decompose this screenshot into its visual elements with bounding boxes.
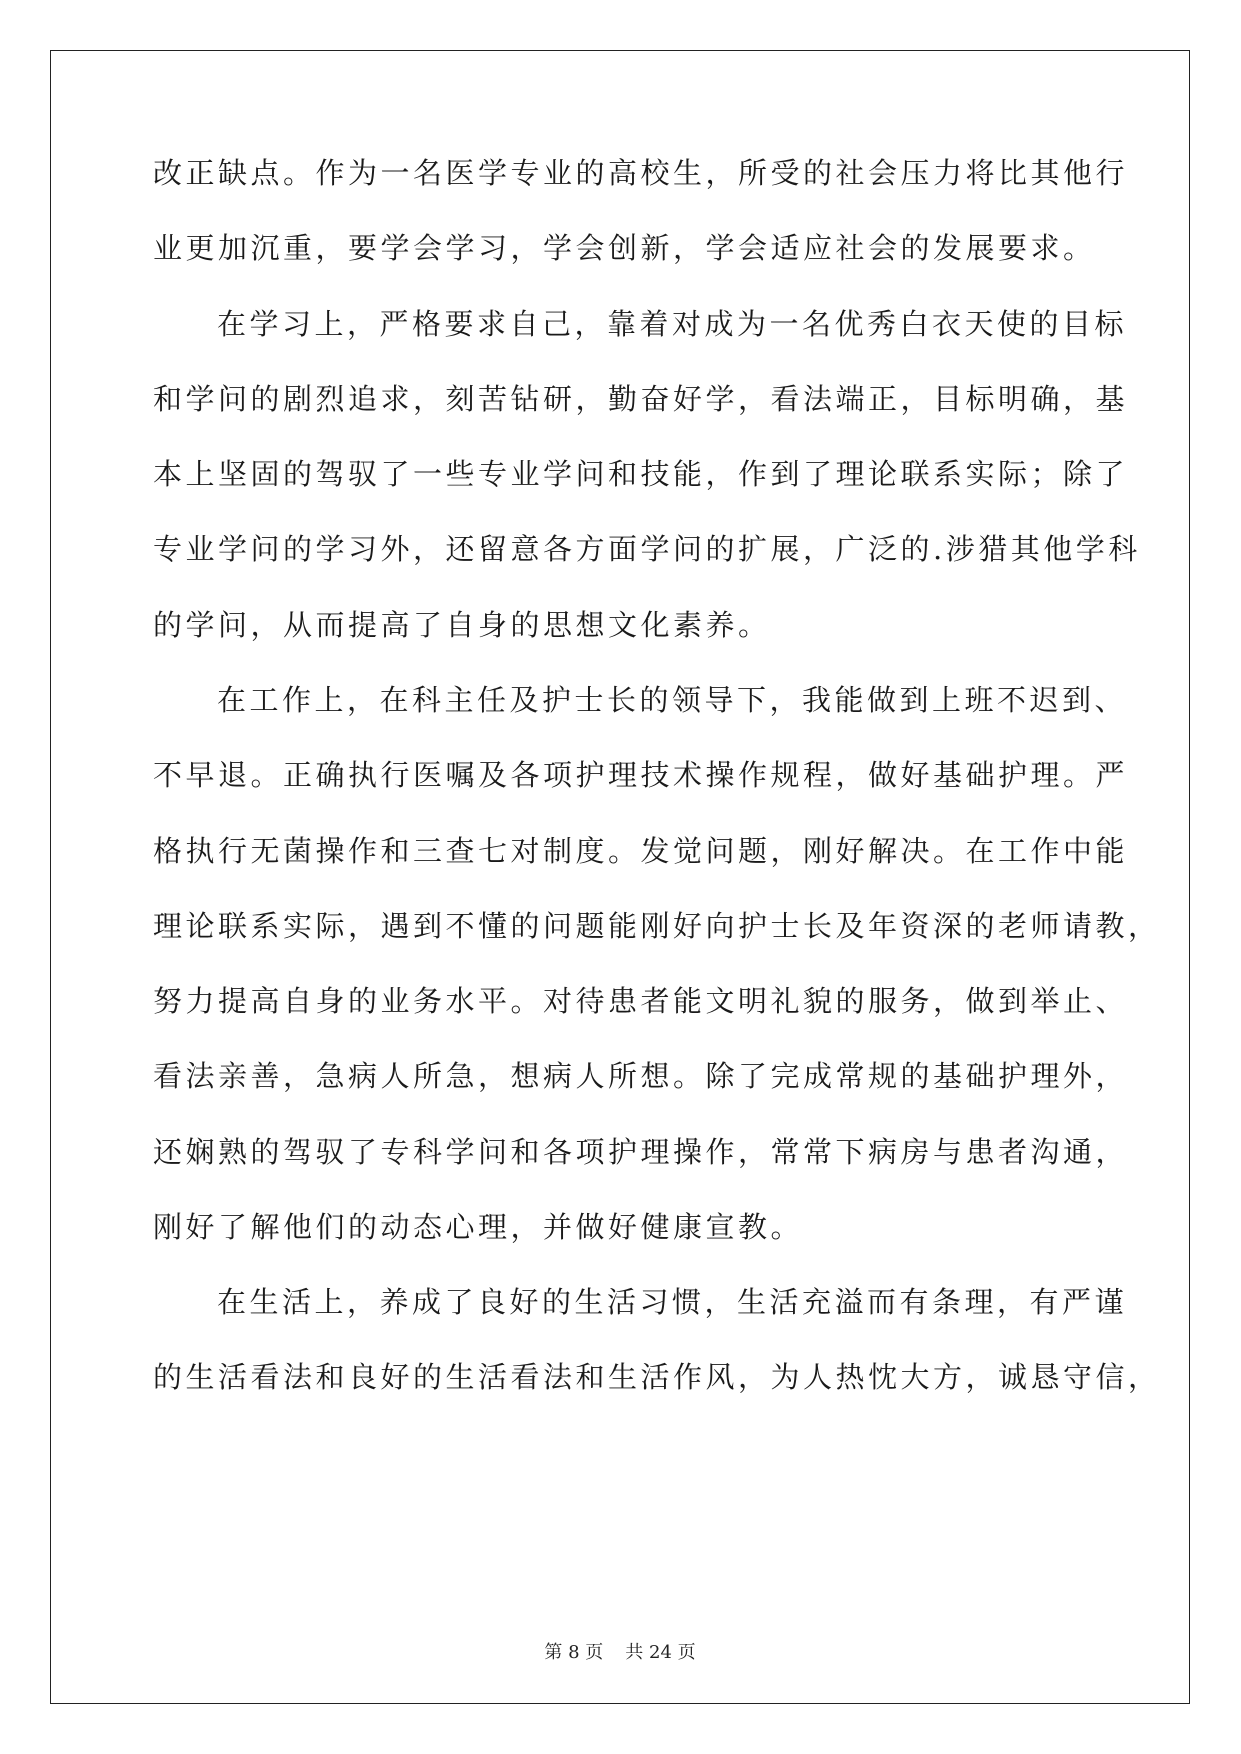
text-line: 刚好了解他们的动态心理，并做好健康宣教。 bbox=[153, 1210, 804, 1244]
paragraph-start-line: 在生活上，养成了良好的生活习惯，生活充溢而有条理，有严谨 bbox=[217, 1285, 1128, 1319]
page-footer bbox=[51, 1641, 1189, 1665]
page-frame bbox=[50, 50, 1190, 1704]
text-line: 不早退。正确执行医嘱及各项护理技术操作规程，做好基础护理。严 bbox=[153, 758, 1129, 792]
text-line: 本上坚固的驾驭了一些专业学问和技能，作到了理论联系实际；除了 bbox=[153, 457, 1129, 491]
text-line: 格执行无菌操作和三查七对制度。发觉问题，刚好解决。在工作中能 bbox=[153, 834, 1129, 868]
text-line: 还娴熟的驾驭了专科学问和各项护理操作，常常下病房与患者沟通， bbox=[153, 1135, 1129, 1169]
paragraph-start-line: 在工作上，在科主任及护士长的领导下，我能做到上班不迟到、 bbox=[217, 683, 1128, 717]
page-number: 第 8 页 bbox=[544, 1642, 604, 1663]
paragraph-start-line: 在学习上，严格要求自己，靠着对成为一名优秀白衣天使的目标 bbox=[217, 307, 1128, 341]
document-body bbox=[51, 51, 1189, 1703]
text-line: 努力提高自身的业务水平。对待患者能文明礼貌的服务，做到举止、 bbox=[153, 984, 1129, 1018]
text-line: 专业学问的学习外，还留意各方面学问的扩展，广泛的.涉猎其他学科 bbox=[153, 532, 1141, 566]
text-line: 理论联系实际，遇到不懂的问题能刚好向护士长及年资深的老师请教， bbox=[153, 909, 1161, 943]
text-line: 业更加沉重，要学会学习，学会创新，学会适应社会的发展要求。 bbox=[153, 231, 1096, 265]
text-line: 改正缺点。作为一名医学专业的高校生，所受的社会压力将比其他行 bbox=[153, 156, 1129, 190]
text-line: 的生活看法和良好的生活看法和生活作风，为人热忱大方，诚恳守信， bbox=[153, 1360, 1161, 1394]
page-total: 共 24 页 bbox=[625, 1642, 696, 1663]
text-line: 看法亲善，急病人所急，想病人所想。除了完成常规的基础护理外， bbox=[153, 1059, 1129, 1093]
text-line: 和学问的剧烈追求，刻苦钻研，勤奋好学，看法端正，目标明确，基 bbox=[153, 382, 1129, 416]
text-line: 的学问，从而提高了自身的思想文化素养。 bbox=[153, 608, 771, 642]
